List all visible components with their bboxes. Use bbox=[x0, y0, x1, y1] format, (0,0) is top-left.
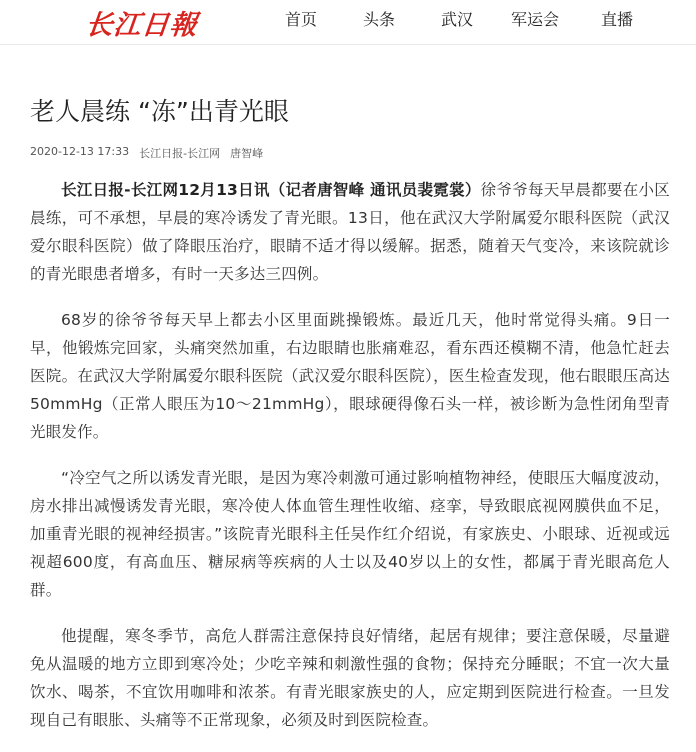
lead-text: 徐爷爷每天早晨都要在小区晨练，可不承想，早晨的寒冷诱发了青光眼。13日，他在武汉大学附属爱尔眼科医院（武汉爱尔眼科医院）做了降眼压治疗，眼睛不适才得以缓解。据悉，随着天气变冷，来该院就诊的青光眼患者增多，有时一天多达三四例。 bbox=[30, 181, 670, 283]
lead-byline: 长江日报-长江网12月13日讯（记者唐智峰 通讯员裴霓裳） bbox=[61, 181, 481, 199]
nav-item-home[interactable]: 首页 bbox=[284, 10, 317, 29]
article-source: 长江日报-长江网 bbox=[139, 147, 221, 160]
nav-item-wuhan[interactable]: 武汉 bbox=[440, 10, 473, 29]
article-author: 唐智峰 bbox=[230, 147, 264, 160]
site-logo[interactable]: 长江日報 bbox=[84, 10, 200, 41]
article-paragraph: “冷空气之所以诱发青光眼，是因为寒冷刺激可通过影响植物神经，使眼压大幅度波动，房水排出减慢诱发青光眼，寒冷使人体血管生理性收缩、痉挛，导致眼底视网膜供血不足，加重青光眼的视神经损害。”该院青光眼科主任吴作红介绍说，有家族史、小眼球、近视或远视超600度，有高血压、糖尿病等疾病的人士以及40岁以上的女性，都属于青光眼高危人群。 bbox=[30, 469, 670, 599]
main-nav bbox=[262, 0, 660, 44]
article-title: 老人晨练 “冻”出青光眼 bbox=[30, 97, 289, 126]
article-paragraph: 他提醒，寒冬季节，高危人群需注意保持良好情绪，起居有规律；要注意保暖，尽量避免从温暖的地方立即到寒冷处；少吃辛辣和刺激性强的食物；保持充分睡眠；不宜一次大量饮水、喝茶，不宜饮用咖啡和浓茶。有青光眼家族史的人，应定期到医院进行检查。一旦发现自己有眼胀、头痛等不正常现象，必须及时到医院检查。 bbox=[30, 627, 670, 729]
article-paragraph bbox=[30, 176, 670, 288]
article-body bbox=[30, 176, 670, 752]
top-navigation-bar bbox=[0, 0, 696, 45]
publish-date: 2020-12-13 17:33 bbox=[30, 145, 130, 158]
article-paragraph: 68岁的徐爷爷每天早上都去小区里面跳操锻炼。最近几天，他时常觉得头痛。9日一早，他锻炼完回家，头痛突然加重，右边眼睛也胀痛难忍，看东西还模糊不清，他急忙赶去医院。在武汉大学附属爱尔眼科医院（武汉爱尔眼科医院），医生检查发现，他右眼眼压高达50mmHg（正常人眼压为10～21mmHg），眼球硬得像石头一样，被诊断为急性闭角型青光眼发作。 bbox=[30, 311, 670, 441]
article-meta bbox=[30, 145, 263, 161]
nav-item-military-games[interactable]: 军运会 bbox=[510, 10, 559, 29]
nav-item-live[interactable]: 直播 bbox=[600, 10, 633, 29]
nav-item-headlines[interactable]: 头条 bbox=[362, 10, 395, 29]
